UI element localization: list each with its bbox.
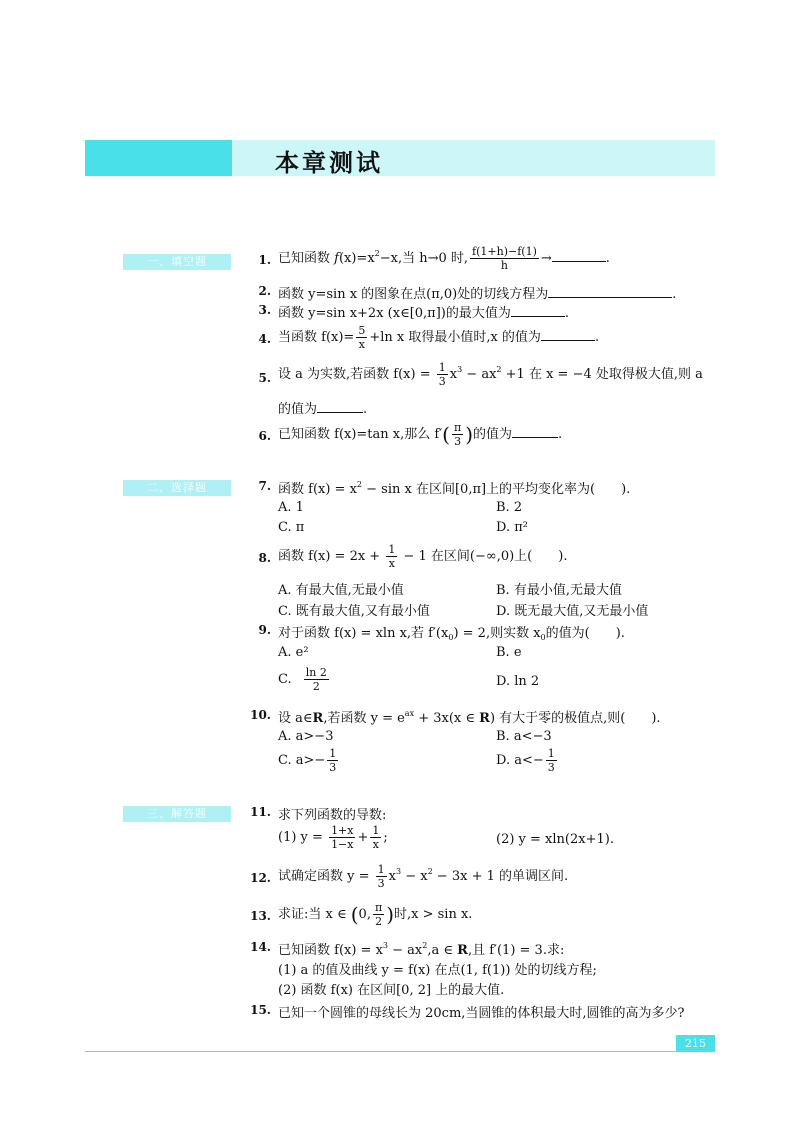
fraction [327,747,338,774]
answer-blank[interactable] [552,249,606,262]
text: ( [442,422,450,447]
text: → [540,251,552,266]
problem-4-text [278,324,599,351]
text: 3 [382,941,389,950]
fraction [386,543,397,570]
text: (x)=x [338,251,375,266]
text: 设 a∈ [278,711,313,726]
problem-14-part1: (1) a 的值及曲线 y = f(x) 在点(1, f(1)) 处的切线方程; [278,963,597,978]
text: 函数 y=sin x 的图象在点(π,0)处的切线方程为 [278,287,549,302]
text: − 1 在区间(−∞,0)上( ). [399,549,568,564]
problem-2-text [278,283,676,302]
text: ,若函数 y = e [323,711,405,726]
choice-d[interactable]: D. ln 2 [496,674,540,689]
choice-b[interactable]: B. a<−3 [496,729,552,744]
text: +ln x 取得最小值时,x 的值为 [369,330,541,345]
choice-d[interactable]: D. 既无最大值,又无最小值 [496,604,649,619]
problem-15-text: 已知一个圆锥的母线长为 20cm,当圆锥的体积最大时,圆锥的高为多少? [278,1006,685,1021]
problem-14-part2: (2) 函数 f(x) 在区间[0, 2] 上的最大值. [278,983,505,998]
denominator: x [388,557,395,570]
text: D. a<− [496,753,544,768]
choice-a[interactable]: A. 有最大值,无最小值 [278,583,404,598]
numerator: π [453,421,462,434]
choice-a[interactable]: A. e² [278,645,309,660]
text: 0, [358,907,371,922]
text: 函数 f(x) = x [278,482,357,497]
fraction [370,824,381,851]
text: 0 [540,633,546,642]
text: 2 [427,867,433,876]
text: R [479,711,490,726]
problem-number: 5. [258,371,271,385]
fraction [452,421,463,448]
denominator: 3 [329,761,337,774]
choice-c[interactable] [278,666,331,693]
text: 函数 y=sin x+2x (x∈[0,π])的最大值为 [278,306,511,321]
text: + 3x(x ∈ [414,711,480,726]
text: C. [278,672,292,687]
section-tag-problems: 三、解答题 [123,806,231,822]
text: . [558,427,563,442]
text: − ax [388,943,423,958]
text: ; [383,830,388,845]
choice-c[interactable] [278,747,340,774]
text: 已知函数 f(x)=tan x,那么 f′ [278,427,443,442]
answer-blank[interactable] [541,328,595,341]
problem-11-part1 [278,824,388,851]
text: 函数 f(x) = 2x + [278,549,385,564]
problem-number: 9. [258,623,271,637]
text: x [449,367,458,382]
text: +1 在 x = −4 处取得极大值,则 a [501,367,703,382]
numerator: f(1+h)−f(1) [472,245,537,258]
problem-number: 12. [250,871,271,885]
denominator: 2 [312,680,320,693]
text: ) 有大于零的极值点,则( ). [489,711,661,726]
text: 3 [395,867,402,876]
numerator: 1 [388,543,396,556]
denominator: 3 [438,375,446,388]
denominator: 2 [375,915,383,928]
section-tag-multiple-choice: 二、选择题 [123,480,231,496]
problem-number: 6. [258,429,271,443]
choice-b[interactable]: B. e [496,645,522,660]
numerator: 1+x [331,824,354,837]
text: R [312,711,324,726]
footer-rule [85,1051,715,1052]
problem-12-text [278,863,568,890]
text: 当函数 f(x)= [278,330,355,345]
fraction [437,361,448,388]
text: 时,x > sin x. [394,907,473,922]
text: 求证:当 x ∈ [278,907,351,922]
text: ( [350,902,359,927]
denominator: 1−x [331,838,354,851]
fraction [356,324,367,351]
text: 的值为( ). [545,626,625,641]
numerator: 1 [329,747,337,760]
choice-c[interactable]: C. 既有最大值,又有最小值 [278,604,430,619]
problem-1-text [278,245,610,272]
text: ax [404,709,415,718]
numerator: π [374,901,383,914]
problem-14-text [278,939,564,958]
text: − ax [462,367,497,382]
fraction [470,245,539,272]
text: (1) y = [278,830,328,845]
problem-number: 1. [258,253,271,267]
text: . [363,402,368,417]
choice-c[interactable]: C. π [278,520,305,535]
text: . [672,287,677,302]
section-tag-fill-in: 一、填空题 [123,254,231,270]
title-accent-block [85,140,232,176]
choice-a[interactable]: A. a>−3 [278,729,334,744]
numerator: 5 [358,324,366,337]
problem-number: 14. [250,940,271,954]
text: − 3x + 1 的单调区间. [432,869,569,884]
problem-number: 13. [250,909,271,923]
choice-d[interactable] [496,747,559,774]
fraction [329,824,355,851]
answer-blank[interactable] [511,304,565,317]
problem-number: 7. [258,479,271,493]
fraction [304,666,329,693]
problem-11-part2: (2) y = xln(2x+1). [496,832,614,847]
text: − x [401,869,428,884]
text: 2 [496,365,502,374]
problem-9-text [278,622,625,641]
text: −x,当 h→0 时, [379,251,469,266]
denominator: 3 [547,761,555,774]
answer-blank[interactable] [512,425,558,438]
text: . [594,330,600,345]
fraction [546,747,557,774]
problem-5-text-line2 [278,398,367,417]
fraction [373,901,384,928]
denominator: x [372,838,379,851]
text: ,且 f′(1) = 3.求: [467,943,565,958]
problem-3-text [278,302,569,321]
text: . [564,306,569,321]
text: 已知函数 [278,251,335,266]
choice-a[interactable]: A. 1 [278,500,304,515]
text: 试确定函数 y = [278,869,374,884]
numerator: ln 2 [305,666,327,679]
denominator: h [500,259,508,272]
problem-number: 3. [258,303,271,317]
text: ) [465,422,474,447]
problem-13-text [278,901,472,928]
text: + [357,830,369,845]
answer-blank[interactable] [548,285,672,298]
text: 2 [422,941,428,950]
text: 3 [457,365,463,374]
text: 2 [356,480,363,489]
numerator: 1 [377,863,385,876]
numerator: 1 [372,824,380,837]
problem-11-text: 求下列函数的导数: [278,808,387,823]
text: 2 [374,249,380,258]
text: 0 [448,633,454,642]
page-number: 215 [676,1035,715,1052]
fraction [376,863,387,890]
problem-number: 2. [258,284,271,298]
numerator: 1 [547,747,555,760]
denominator: 3 [377,877,385,890]
text: C. a>− [278,753,326,768]
numerator: 1 [438,361,446,374]
text: 设 a 为实数,若函数 f(x) = [278,367,435,382]
text: x [388,869,396,884]
text: R [457,943,468,958]
problem-10-text [278,707,661,726]
text: ) [386,902,394,927]
text: ) = 2,则实数 x [453,626,541,641]
text: − sin x 在区间[0,π]上的平均变化率为( ). [362,482,631,497]
problem-number: 15. [250,1003,271,1017]
denominator: 3 [454,435,462,448]
problem-6-text [278,421,562,448]
text: 对于函数 f(x) = xln x,若 f′(x [278,626,449,641]
problem-number: 10. [250,708,271,722]
text: . [605,251,610,266]
problem-number: 4. [258,332,271,346]
problem-number: 11. [250,805,271,819]
denominator: x [358,338,365,351]
text: f [334,251,339,266]
answer-blank[interactable] [317,400,363,413]
text: ,a ∈ [427,943,458,958]
problem-8-text [278,543,567,570]
choice-d[interactable]: D. π² [496,520,528,535]
text: 已知函数 f(x) = x [278,943,383,958]
text: 的值为 [473,427,513,442]
text: 的值为 [278,402,318,417]
choice-b[interactable]: B. 有最小值,无最大值 [496,583,622,598]
choice-b[interactable]: B. 2 [496,500,523,515]
problem-number: 8. [258,551,271,565]
page-title: 本章测试 [275,149,383,177]
problem-7-text [278,478,630,497]
problem-5-text [278,361,703,388]
